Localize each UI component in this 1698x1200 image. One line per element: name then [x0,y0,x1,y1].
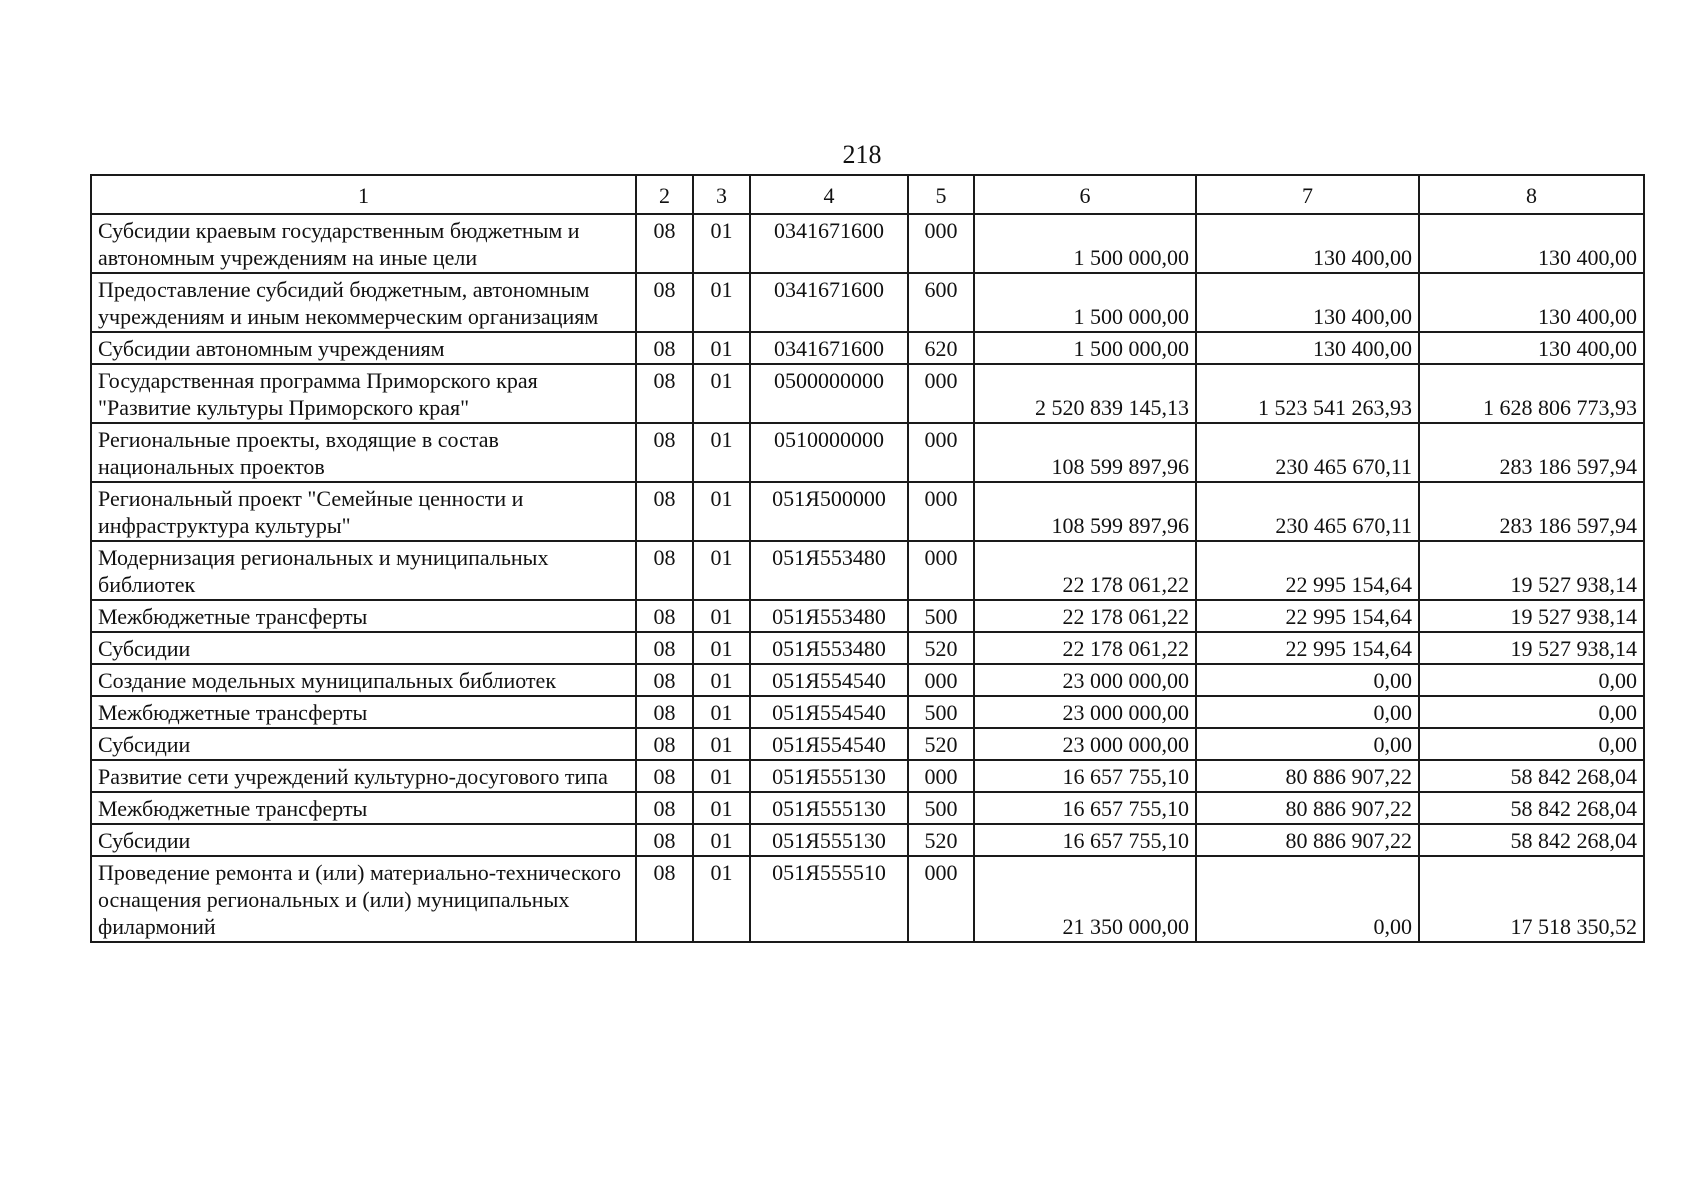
amount-col-7: 0,00 [1196,664,1419,696]
expense-type-code: 000 [908,856,974,942]
target-article-code: 051Я500000 [750,482,908,541]
amount-col-7: 230 465 670,11 [1196,482,1419,541]
section-code: 08 [636,760,693,792]
expense-type-code: 500 [908,792,974,824]
amount-col-8: 130 400,00 [1419,214,1644,273]
page-number: 218 [842,140,882,169]
section-code: 08 [636,364,693,423]
amount-col-6: 2 520 839 145,13 [974,364,1196,423]
column-header: 3 [693,175,750,214]
amount-col-6: 23 000 000,00 [974,728,1196,760]
column-header: 8 [1419,175,1644,214]
table-row [91,541,1644,600]
row-name: Предоставление субсидий бюджетным, автономным учреждениям и иным некоммерческим организациям [91,273,636,332]
amount-col-6: 16 657 755,10 [974,760,1196,792]
section-code: 08 [636,856,693,942]
expense-type-code: 600 [908,273,974,332]
amount-col-7: 0,00 [1196,728,1419,760]
amount-col-7: 22 995 154,64 [1196,632,1419,664]
column-header: 6 [974,175,1196,214]
table-row [91,664,1644,696]
subsection-code: 01 [693,824,750,856]
target-article-code: 0341671600 [750,332,908,364]
amount-col-7: 130 400,00 [1196,214,1419,273]
row-name: Субсидии [91,728,636,760]
expense-type-code: 000 [908,760,974,792]
row-name: Развитие сети учреждений культурно-досугового типа [91,760,636,792]
section-code: 08 [636,696,693,728]
subsection-code: 01 [693,482,750,541]
row-name: Создание модельных муниципальных библиотек [91,664,636,696]
row-name: Субсидии автономным учреждениям [91,332,636,364]
amount-col-8: 283 186 597,94 [1419,482,1644,541]
amount-col-8: 0,00 [1419,728,1644,760]
budget-table [90,174,1645,943]
section-code: 08 [636,824,693,856]
table-row [91,696,1644,728]
section-code: 08 [636,664,693,696]
row-name: Межбюджетные трансферты [91,792,636,824]
section-code: 08 [636,423,693,482]
subsection-code: 01 [693,600,750,632]
amount-col-6: 23 000 000,00 [974,696,1196,728]
row-name: Модернизация региональных и муниципальных библиотек [91,541,636,600]
subsection-code: 01 [693,792,750,824]
target-article-code: 051Я553480 [750,600,908,632]
expense-type-code: 000 [908,364,974,423]
row-name: Субсидии краевым государственным бюджетным и автономным учреждениям на иные цели [91,214,636,273]
amount-col-6: 16 657 755,10 [974,792,1196,824]
table-body [91,214,1644,942]
table-row [91,332,1644,364]
target-article-code: 051Я555130 [750,792,908,824]
amount-col-6: 108 599 897,96 [974,482,1196,541]
table-row [91,364,1644,423]
subsection-code: 01 [693,332,750,364]
subsection-code: 01 [693,728,750,760]
section-code: 08 [636,541,693,600]
subsection-code: 01 [693,423,750,482]
amount-col-8: 58 842 268,04 [1419,760,1644,792]
row-name: Межбюджетные трансферты [91,696,636,728]
section-code: 08 [636,214,693,273]
amount-col-7: 80 886 907,22 [1196,824,1419,856]
target-article-code: 0510000000 [750,423,908,482]
expense-type-code: 000 [908,214,974,273]
amount-col-8: 19 527 938,14 [1419,600,1644,632]
section-code: 08 [636,482,693,541]
amount-col-6: 16 657 755,10 [974,824,1196,856]
row-name: Региональные проекты, входящие в состав национальных проектов [91,423,636,482]
section-code: 08 [636,332,693,364]
subsection-code: 01 [693,696,750,728]
amount-col-6: 1 500 000,00 [974,332,1196,364]
amount-col-7: 0,00 [1196,856,1419,942]
table-row [91,600,1644,632]
table-row [91,423,1644,482]
target-article-code: 0341671600 [750,214,908,273]
amount-col-8: 19 527 938,14 [1419,632,1644,664]
table-row [91,214,1644,273]
amount-col-6: 22 178 061,22 [974,600,1196,632]
section-code: 08 [636,600,693,632]
target-article-code: 051Я555510 [750,856,908,942]
amount-col-8: 0,00 [1419,664,1644,696]
target-article-code: 051Я553480 [750,632,908,664]
amount-col-8: 58 842 268,04 [1419,824,1644,856]
amount-col-8: 283 186 597,94 [1419,423,1644,482]
table-row [91,632,1644,664]
amount-col-6: 22 178 061,22 [974,541,1196,600]
expense-type-code: 000 [908,541,974,600]
target-article-code: 051Я553480 [750,541,908,600]
section-code: 08 [636,273,693,332]
section-code: 08 [636,632,693,664]
target-article-code: 051Я554540 [750,664,908,696]
table-row [91,482,1644,541]
table-row [91,728,1644,760]
subsection-code: 01 [693,273,750,332]
amount-col-7: 80 886 907,22 [1196,792,1419,824]
amount-col-6: 23 000 000,00 [974,664,1196,696]
column-header: 1 [91,175,636,214]
table-row [91,760,1644,792]
amount-col-8: 19 527 938,14 [1419,541,1644,600]
expense-type-code: 000 [908,664,974,696]
subsection-code: 01 [693,856,750,942]
expense-type-code: 620 [908,332,974,364]
subsection-code: 01 [693,364,750,423]
row-name: Региональный проект "Семейные ценности и инфраструктура культуры" [91,482,636,541]
amount-col-8: 1 628 806 773,93 [1419,364,1644,423]
expense-type-code: 000 [908,423,974,482]
subsection-code: 01 [693,664,750,696]
amount-col-8: 0,00 [1419,696,1644,728]
row-name: Проведение ремонта и (или) материально-технического оснащения региональных и (или) муниципальных филармоний [91,856,636,942]
amount-col-7: 1 523 541 263,93 [1196,364,1419,423]
amount-col-7: 22 995 154,64 [1196,541,1419,600]
header-row [91,175,1644,214]
section-code: 08 [636,792,693,824]
row-name: Межбюджетные трансферты [91,600,636,632]
row-name: Субсидии [91,632,636,664]
column-header: 4 [750,175,908,214]
expense-type-code: 520 [908,824,974,856]
expense-type-code: 000 [908,482,974,541]
amount-col-6: 108 599 897,96 [974,423,1196,482]
amount-col-6: 1 500 000,00 [974,273,1196,332]
amount-col-8: 17 518 350,52 [1419,856,1644,942]
amount-col-7: 0,00 [1196,696,1419,728]
column-header: 5 [908,175,974,214]
amount-col-7: 230 465 670,11 [1196,423,1419,482]
expense-type-code: 520 [908,632,974,664]
amount-col-7: 130 400,00 [1196,273,1419,332]
amount-col-8: 130 400,00 [1419,273,1644,332]
amount-col-7: 80 886 907,22 [1196,760,1419,792]
row-name: Субсидии [91,824,636,856]
expense-type-code: 500 [908,600,974,632]
target-article-code: 051Я554540 [750,696,908,728]
target-article-code: 051Я555130 [750,760,908,792]
amount-col-6: 22 178 061,22 [974,632,1196,664]
table-row [91,856,1644,942]
expense-type-code: 500 [908,696,974,728]
table-row [91,824,1644,856]
column-header: 2 [636,175,693,214]
target-article-code: 0341671600 [750,273,908,332]
amount-col-8: 130 400,00 [1419,332,1644,364]
subsection-code: 01 [693,541,750,600]
table-row [91,273,1644,332]
target-article-code: 0500000000 [750,364,908,423]
subsection-code: 01 [693,214,750,273]
column-header: 7 [1196,175,1419,214]
row-name: Государственная программа Приморского края "Развитие культуры Приморского края" [91,364,636,423]
subsection-code: 01 [693,760,750,792]
subsection-code: 01 [693,632,750,664]
amount-col-7: 22 995 154,64 [1196,600,1419,632]
expense-type-code: 520 [908,728,974,760]
amount-col-7: 130 400,00 [1196,332,1419,364]
target-article-code: 051Я555130 [750,824,908,856]
target-article-code: 051Я554540 [750,728,908,760]
section-code: 08 [636,728,693,760]
amount-col-6: 21 350 000,00 [974,856,1196,942]
table-row [91,792,1644,824]
amount-col-6: 1 500 000,00 [974,214,1196,273]
amount-col-8: 58 842 268,04 [1419,792,1644,824]
